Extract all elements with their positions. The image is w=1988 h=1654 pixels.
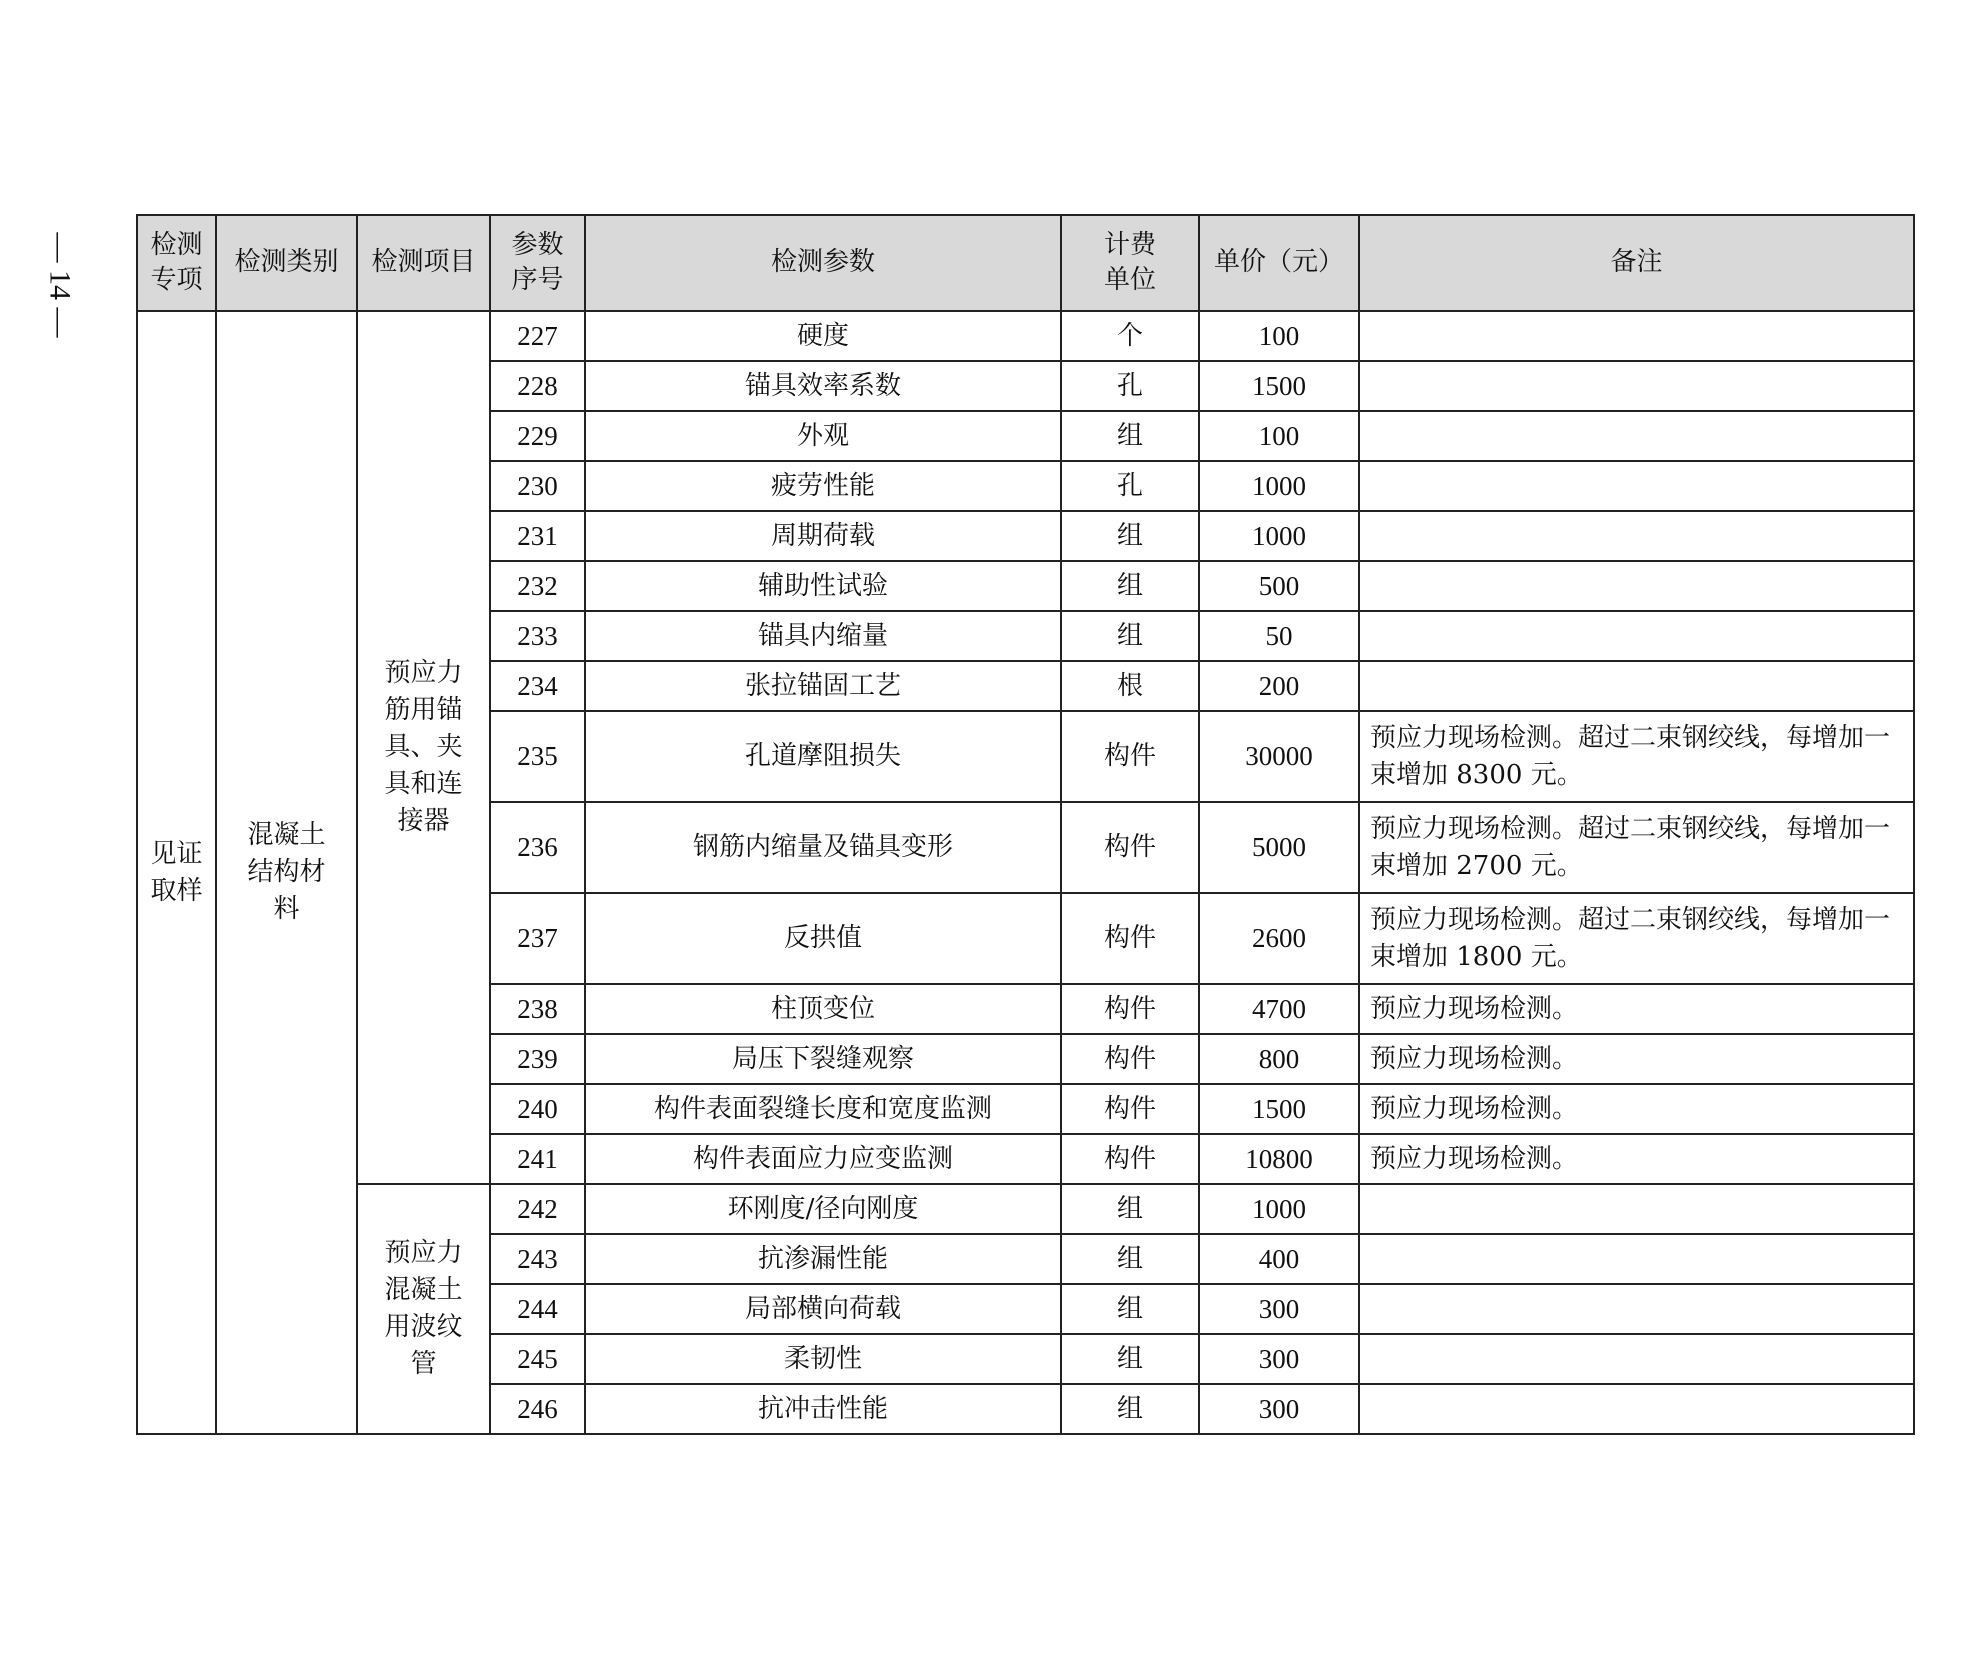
param-cell: 孔道摩阻损失	[585, 711, 1061, 802]
table-row	[137, 311, 1914, 361]
note-cell	[1359, 1184, 1914, 1234]
seq-cell: 234	[490, 661, 585, 711]
price-cell: 50	[1199, 611, 1359, 661]
note-cell	[1359, 461, 1914, 511]
seq-cell: 228	[490, 361, 585, 411]
price-cell: 500	[1199, 561, 1359, 611]
header-note: 备注	[1359, 215, 1914, 311]
param-cell: 锚具效率系数	[585, 361, 1061, 411]
seq-cell: 236	[490, 802, 585, 893]
price-cell: 800	[1199, 1034, 1359, 1084]
param-cell: 构件表面裂缝长度和宽度监测	[585, 1084, 1061, 1134]
param-cell: 周期荷载	[585, 511, 1061, 561]
fee-table	[136, 214, 1915, 1435]
unit-cell: 构件	[1061, 1034, 1199, 1084]
note-cell	[1359, 561, 1914, 611]
unit-cell: 组	[1061, 1334, 1199, 1384]
price-cell: 4700	[1199, 984, 1359, 1034]
note-cell: 预应力现场检测。超过二束钢绞线，每增加一束增加 8300 元。	[1359, 711, 1914, 802]
note-cell	[1359, 661, 1914, 711]
price-cell: 5000	[1199, 802, 1359, 893]
note-cell	[1359, 1234, 1914, 1284]
header-item: 检测项目	[357, 215, 490, 311]
note-cell: 预应力现场检测。	[1359, 1084, 1914, 1134]
category-cell: 混凝土结构材料	[216, 311, 357, 1434]
note-cell	[1359, 411, 1914, 461]
header-price: 单价（元）	[1199, 215, 1359, 311]
seq-cell: 235	[490, 711, 585, 802]
seq-cell: 239	[490, 1034, 585, 1084]
param-cell: 反拱值	[585, 893, 1061, 984]
unit-cell: 组	[1061, 1184, 1199, 1234]
unit-cell: 构件	[1061, 984, 1199, 1034]
note-cell: 预应力现场检测。超过二束钢绞线，每增加一束增加 1800 元。	[1359, 893, 1914, 984]
note-cell	[1359, 1334, 1914, 1384]
note-cell	[1359, 311, 1914, 361]
param-cell: 疲劳性能	[585, 461, 1061, 511]
seq-cell: 229	[490, 411, 585, 461]
unit-cell: 构件	[1061, 711, 1199, 802]
param-cell: 硬度	[585, 311, 1061, 361]
price-cell: 1500	[1199, 361, 1359, 411]
seq-cell: 245	[490, 1334, 585, 1384]
header-seq: 参数序号	[490, 215, 585, 311]
seq-cell: 238	[490, 984, 585, 1034]
price-cell: 300	[1199, 1334, 1359, 1384]
seq-cell: 241	[490, 1134, 585, 1184]
price-cell: 2600	[1199, 893, 1359, 984]
seq-cell: 230	[490, 461, 585, 511]
param-cell: 辅助性试验	[585, 561, 1061, 611]
note-cell	[1359, 1284, 1914, 1334]
param-cell: 抗冲击性能	[585, 1384, 1061, 1434]
unit-cell: 构件	[1061, 1134, 1199, 1184]
price-cell: 300	[1199, 1384, 1359, 1434]
note-cell	[1359, 511, 1914, 561]
price-cell: 200	[1199, 661, 1359, 711]
price-cell: 400	[1199, 1234, 1359, 1284]
item-group-anchorage: 预应力筋用锚具、夹具和连接器	[357, 311, 490, 1184]
price-cell: 100	[1199, 311, 1359, 361]
seq-cell: 231	[490, 511, 585, 561]
seq-cell: 237	[490, 893, 585, 984]
param-cell: 构件表面应力应变监测	[585, 1134, 1061, 1184]
item-group-duct: 预应力混凝土用波纹管	[357, 1184, 490, 1434]
unit-cell: 组	[1061, 411, 1199, 461]
param-cell: 锚具内缩量	[585, 611, 1061, 661]
param-cell: 外观	[585, 411, 1061, 461]
param-cell: 钢筋内缩量及锚具变形	[585, 802, 1061, 893]
page-number: — 14 —	[43, 232, 76, 338]
header-unit: 计费单位	[1061, 215, 1199, 311]
note-cell: 预应力现场检测。	[1359, 1134, 1914, 1184]
unit-cell: 组	[1061, 561, 1199, 611]
unit-cell: 构件	[1061, 893, 1199, 984]
param-cell: 抗渗漏性能	[585, 1234, 1061, 1284]
seq-cell: 244	[490, 1284, 585, 1334]
note-cell: 预应力现场检测。	[1359, 1034, 1914, 1084]
price-cell: 30000	[1199, 711, 1359, 802]
special-cell: 见证取样	[137, 311, 216, 1434]
header-param: 检测参数	[585, 215, 1061, 311]
table-row	[137, 1184, 1914, 1234]
unit-cell: 构件	[1061, 802, 1199, 893]
header-special: 检测专项	[137, 215, 216, 311]
unit-cell: 构件	[1061, 1084, 1199, 1134]
note-cell	[1359, 1384, 1914, 1434]
param-cell: 局压下裂缝观察	[585, 1034, 1061, 1084]
seq-cell: 242	[490, 1184, 585, 1234]
note-cell	[1359, 361, 1914, 411]
price-cell: 1000	[1199, 461, 1359, 511]
price-cell: 1000	[1199, 511, 1359, 561]
unit-cell: 组	[1061, 1234, 1199, 1284]
seq-cell: 246	[490, 1384, 585, 1434]
param-cell: 张拉锚固工艺	[585, 661, 1061, 711]
unit-cell: 孔	[1061, 361, 1199, 411]
unit-cell: 个	[1061, 311, 1199, 361]
header-row	[137, 215, 1914, 311]
param-cell: 柱顶变位	[585, 984, 1061, 1034]
unit-cell: 组	[1061, 1284, 1199, 1334]
unit-cell: 根	[1061, 661, 1199, 711]
price-cell: 1000	[1199, 1184, 1359, 1234]
unit-cell: 组	[1061, 511, 1199, 561]
param-cell: 局部横向荷载	[585, 1284, 1061, 1334]
param-cell: 环刚度/径向刚度	[585, 1184, 1061, 1234]
unit-cell: 组	[1061, 611, 1199, 661]
header-category: 检测类别	[216, 215, 357, 311]
unit-cell: 孔	[1061, 461, 1199, 511]
seq-cell: 233	[490, 611, 585, 661]
param-cell: 柔韧性	[585, 1334, 1061, 1384]
note-cell: 预应力现场检测。	[1359, 984, 1914, 1034]
seq-cell: 240	[490, 1084, 585, 1134]
price-cell: 1500	[1199, 1084, 1359, 1134]
price-cell: 300	[1199, 1284, 1359, 1334]
price-cell: 100	[1199, 411, 1359, 461]
seq-cell: 232	[490, 561, 585, 611]
unit-cell: 组	[1061, 1384, 1199, 1434]
note-cell	[1359, 611, 1914, 661]
note-cell: 预应力现场检测。超过二束钢绞线，每增加一束增加 2700 元。	[1359, 802, 1914, 893]
price-cell: 10800	[1199, 1134, 1359, 1184]
seq-cell: 243	[490, 1234, 585, 1284]
seq-cell: 227	[490, 311, 585, 361]
